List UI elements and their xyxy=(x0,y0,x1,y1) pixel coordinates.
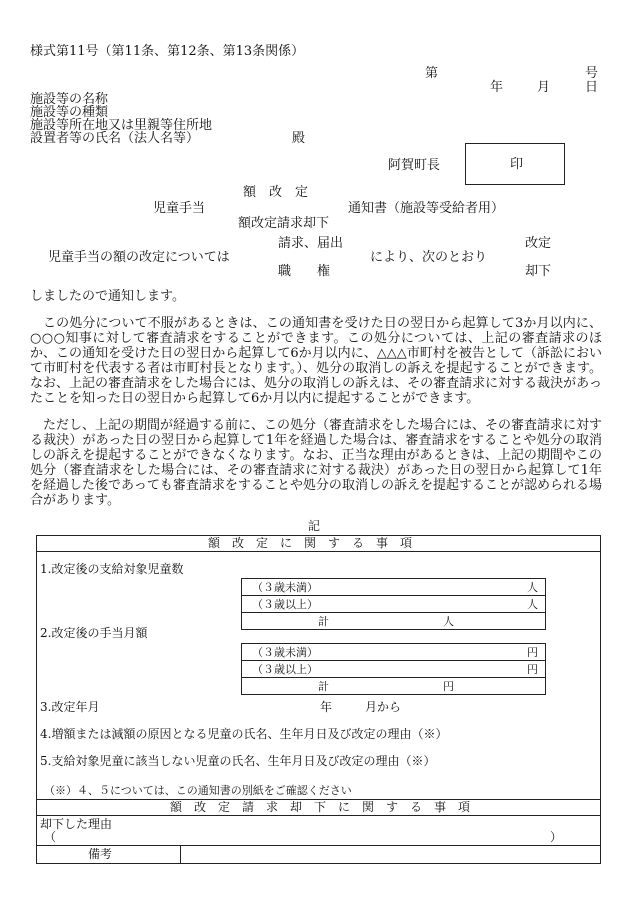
remarks-label: 備考 xyxy=(88,847,113,861)
number-go: 号 xyxy=(585,66,599,81)
item5-label: 5.支給対象児童に該当しない児童の氏名、生年月日及び改定の理由（※） xyxy=(40,754,436,768)
facility-address-label: 施設等所在地又は里親等住所地 xyxy=(30,118,213,133)
appeal-paragraph-2: ただし、上記の期間が経過する前に、この処分（審査請求をした場合には、その審査請求に対する裁決）があった日の翌日から起算して1年を経過した場合は、審査請求をすることや処分の取消しの訴えを提起することができなくなります。なお、正当な理由があるときは、上記の期間やこの処分（審査請求をした場合には、その審査請求に対する裁決）があった日の翌日から起算して1年を経過した後であっても審査請求をすることや処分の取消しの訴えを提起することが認められる場合があります。 xyxy=(30,418,603,508)
ki-heading: 記 xyxy=(308,519,321,533)
form-number: 様式第11号（第11条、第12条、第13条関係） xyxy=(30,44,305,59)
title-option-kaitei: 額 改 定 xyxy=(243,185,309,200)
sentence-lead: 児童手当の額の改定については xyxy=(48,250,230,265)
child-total-unit: 人 xyxy=(443,615,454,628)
footnote: （※）４、５については、この通知書の別紙をご確認ください xyxy=(44,784,352,797)
option-kaitei: 改定 xyxy=(525,236,552,251)
item1-label: 1.改定後の支給対象児童数 xyxy=(40,562,184,576)
sentence-middle: により、次のとおり xyxy=(370,250,488,265)
amount-under3-label: （３歳未満） xyxy=(252,646,318,659)
amount-over3-label: （３歳以上） xyxy=(252,663,318,676)
date-day: 日 xyxy=(585,80,599,95)
date-year: 年 xyxy=(490,80,504,95)
child-over3-label: （３歳以上） xyxy=(252,598,318,611)
title-option-kyakka: 額改定請求却下 xyxy=(238,216,330,231)
child-under3-unit: 人 xyxy=(527,581,538,594)
section1-header-divider xyxy=(36,551,601,552)
honorific-dono: 殿 xyxy=(292,131,306,146)
facility-name-label: 施設等の名称 xyxy=(30,92,109,107)
sentence-end: しましたので通知します。 xyxy=(30,289,185,304)
child-over3-unit: 人 xyxy=(527,598,538,611)
item3-label: 3.改定年月 xyxy=(40,700,100,714)
section2-header-divider xyxy=(36,815,601,816)
reason-paren-close: ） xyxy=(550,830,563,844)
item4-label: 4.増額または減額の原因となる児童の氏名、生年月日及び改定の理由（※） xyxy=(40,727,448,741)
item3-year: 年 xyxy=(320,700,333,714)
amount-total-label: 計 xyxy=(318,680,329,693)
item3-month-from: 月から xyxy=(365,700,402,714)
number-dai: 第 xyxy=(425,66,439,81)
amount-total-unit: 円 xyxy=(443,680,454,693)
seal-mark: 印 xyxy=(510,157,524,172)
amount-under3-unit: 円 xyxy=(527,646,538,659)
amount-over3-unit: 円 xyxy=(527,663,538,676)
child-total-label: 計 xyxy=(318,615,329,628)
facility-type-label: 施設等の種類 xyxy=(30,105,109,120)
reason-paren-open: （ xyxy=(44,830,57,844)
mayor-title: 阿賀町長 xyxy=(388,158,441,173)
section2-header: 額 改 定 請 求 却 下 に 関 す る 事 項 xyxy=(169,800,470,814)
title-suffix: 通知書（施設等受給者用） xyxy=(348,201,505,216)
child-under3-label: （３歳未満） xyxy=(252,581,318,594)
rejection-reason-label: 却下した理由 xyxy=(40,817,113,831)
option-request: 請求、届出 xyxy=(278,236,344,251)
item2-label: 2.改定後の手当月額 xyxy=(40,626,148,640)
option-ex-officio: 職 権 xyxy=(278,264,331,279)
title-prefix: 児童手当 xyxy=(153,201,206,216)
section1-header: 額 改 定 に 関 す る 事 項 xyxy=(207,536,412,550)
date-month: 月 xyxy=(537,80,551,95)
founder-name-label: 設置者等の氏名（法人名等） xyxy=(30,131,200,146)
appeal-paragraph-1: この処分について不服があるときは、この通知書を受けた日の翌日から起算して3か月以内に、○○○知事に対して審査請求をすることができます。この処分については、上記の審査請求のほか、この通知を受けた日の翌日から起算して6か月以内に、△△△市町村を被告として（訴訟において市町村を代表する者は市町村長となります。）、処分の取消しの訴えを提起することができます。なお、上記の審査請求をした場合には、処分の取消しの訴えは、その審査請求に対する裁決があったことを知った日の翌日から起算して6か月以内に提起することができます。 xyxy=(30,316,602,406)
option-kyakka: 却下 xyxy=(525,264,552,279)
seal-box xyxy=(465,143,565,185)
